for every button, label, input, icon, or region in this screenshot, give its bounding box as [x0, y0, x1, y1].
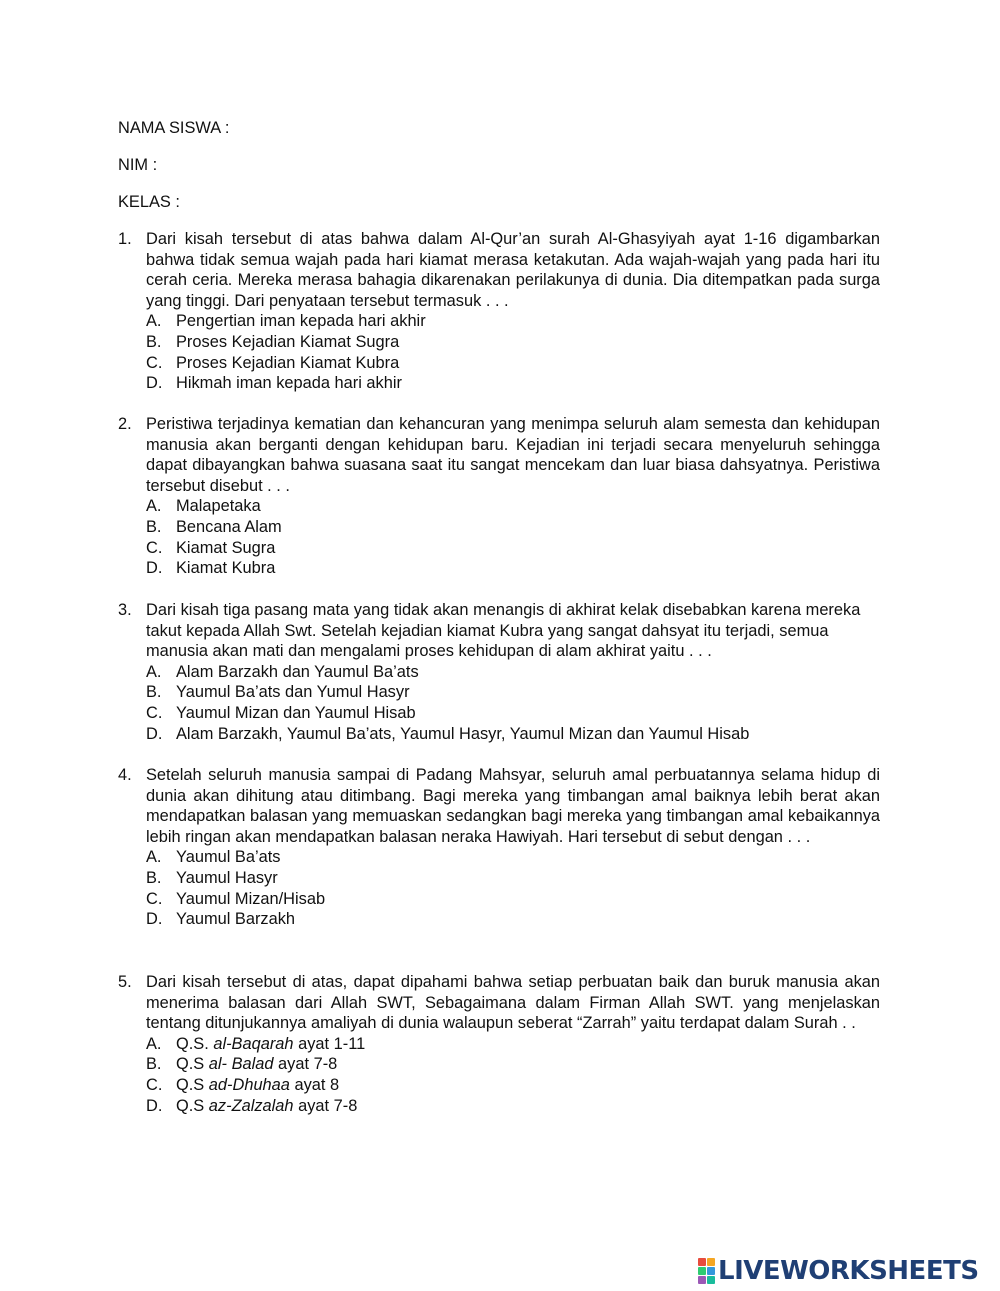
option-list — [146, 496, 880, 578]
option-d[interactable] — [146, 373, 880, 394]
option-text: Yaumul Mizan/Hisab — [176, 889, 326, 908]
option-c[interactable] — [146, 353, 880, 374]
option-prefix: Q.S — [176, 1096, 209, 1115]
option-letter: D. — [146, 724, 163, 743]
option-suffix: ayat 7-8 — [293, 1096, 358, 1115]
option-b[interactable] — [146, 517, 880, 538]
option-b[interactable] — [146, 868, 880, 889]
option-list — [146, 662, 880, 744]
question-text: Peristiwa terjadinya kematian dan kehancuran yang menimpa seluruh alam semesta dan kehidupan manusia akan berganti dengan kehidupan baru. Kejadian ini terjadi secara menyeluruh sehingga dapat dibayangkan bahwa suasana saat itu sangat mencekam dan luar biasa dahsyatnya. Peristiwa tersebut disebut . . . — [146, 415, 880, 495]
option-text: Alam Barzakh dan Yaumul Ba’ats — [176, 662, 419, 681]
option-letter: D. — [146, 374, 163, 393]
option-c[interactable] — [146, 1075, 880, 1096]
option-text: Kiamat Sugra — [176, 538, 276, 557]
logo-square — [698, 1267, 706, 1275]
option-letter: C. — [146, 889, 163, 908]
option-letter: B. — [146, 1055, 162, 1074]
kelas-label: KELAS : — [118, 193, 180, 211]
option-suffix: ayat 8 — [289, 1075, 340, 1094]
option-list — [146, 1034, 880, 1116]
option-c[interactable] — [146, 538, 880, 559]
option-prefix: Q.S — [176, 1055, 209, 1074]
option-text: Proses Kejadian Kiamat Sugra — [176, 332, 400, 351]
logo-square — [698, 1258, 706, 1266]
nim-label: NIM : — [118, 156, 158, 174]
option-text: Yaumul Barzakh — [176, 910, 296, 929]
liveworksheets-logo — [698, 1256, 979, 1286]
option-text: Yaumul Ba’ats dan Yumul Hasyr — [176, 683, 410, 702]
question-number: 2. — [118, 415, 132, 433]
option-text: Bencana Alam — [176, 517, 282, 536]
option-letter: C. — [146, 1075, 163, 1094]
option-b[interactable] — [146, 682, 880, 703]
question-number: 4. — [118, 766, 132, 784]
question-1 — [118, 229, 880, 394]
nama-siswa-label: NAMA SISWA : — [118, 119, 230, 137]
option-a[interactable] — [146, 662, 880, 683]
option-text: Alam Barzakh, Yaumul Ba’ats, Yaumul Hasyr, Yaumul Mizan dan Yaumul Hisab — [176, 724, 750, 743]
liveworksheets-logo-icon — [698, 1258, 715, 1284]
option-text: Kiamat Kubra — [176, 559, 276, 578]
question-text: Dari kisah tersebut di atas, dapat dipahami bahwa setiap perbuatan baik dan buruk manusia akan menerima balasan dari Allah SWT, Sebagaimana dalam Firman Allah SWT. yang menjelaskan tentang ditunjukannya amaliyah di dunia walaupun seberat “Zarrah” yaitu terdapat dalam Surah . . — [146, 973, 880, 1033]
option-letter: A. — [146, 662, 162, 681]
brand-name: LIVEWORKSHEETS — [718, 1255, 979, 1286]
option-suffix: ayat 1-11 — [293, 1034, 366, 1053]
option-letter: A. — [146, 312, 162, 331]
option-letter: B. — [146, 332, 162, 351]
option-text: Pengertian iman kepada hari akhir — [176, 312, 426, 331]
option-c[interactable] — [146, 703, 880, 724]
option-letter: B. — [146, 683, 162, 702]
question-number: 1. — [118, 230, 132, 248]
option-b[interactable] — [146, 1054, 880, 1075]
option-letter: D. — [146, 559, 163, 578]
option-letter: C. — [146, 538, 163, 557]
option-letter: C. — [146, 353, 163, 372]
option-prefix: Q.S. — [176, 1034, 214, 1053]
option-surah: az-Zalzalah — [208, 1096, 294, 1115]
option-letter: D. — [146, 1096, 163, 1115]
option-d[interactable] — [146, 909, 880, 930]
question-5 — [118, 972, 880, 1116]
option-surah: ad-Dhuhaa — [208, 1075, 290, 1094]
option-letter: C. — [146, 703, 163, 722]
option-prefix: Q.S — [176, 1075, 209, 1094]
option-text: Malapetaka — [176, 497, 261, 516]
question-text: Dari kisah tiga pasang mata yang tidak akan menangis di akhirat kelak disebabkan karena mereka takut kepada Allah Swt. Setelah kejadian kiamat Kubra yang sangat dahsyat itu terjadi, semua manusia akan mati dan mengalami proses kehidupan di alam akhirat yaitu . . . — [146, 601, 861, 661]
option-letter: B. — [146, 517, 162, 536]
logo-square — [707, 1258, 715, 1266]
question-4 — [118, 765, 880, 930]
question-3 — [118, 600, 880, 744]
option-text: Yaumul Hasyr — [176, 868, 278, 887]
option-a[interactable] — [146, 496, 880, 517]
option-letter: A. — [146, 497, 162, 516]
option-list — [146, 847, 880, 929]
option-suffix: ayat 7-8 — [273, 1055, 338, 1074]
option-surah: al- Balad — [208, 1055, 274, 1074]
option-text: Yaumul Mizan dan Yaumul Hisab — [176, 703, 416, 722]
question-text: Dari kisah tersebut di atas bahwa dalam Al-Qur’an surah Al-Ghasyiyah ayat 1-16 digambarkan bahwa tidak semua wajah pada hari kiamat merasa ketakutan. Ada wajah-wajah yang pada hari itu cerah ceria. Mereka merasa bahagia dikarenakan perilakunya di dunia. Dia ditempatkan pada surga yang tinggi. Dari penyataan tersebut termasuk . . . — [146, 230, 880, 310]
logo-square — [698, 1276, 706, 1284]
logo-square — [707, 1276, 715, 1284]
option-surah: al-Baqarah — [213, 1034, 294, 1053]
option-letter: B. — [146, 868, 162, 887]
option-letter: A. — [146, 1034, 162, 1053]
question-number: 5. — [118, 973, 132, 991]
logo-square — [707, 1267, 715, 1275]
option-text: Hikmah iman kepada hari akhir — [176, 374, 402, 393]
option-d[interactable] — [146, 558, 880, 579]
option-d[interactable] — [146, 724, 880, 745]
option-text: Yaumul Ba’ats — [176, 848, 281, 867]
question-number: 3. — [118, 601, 132, 619]
option-b[interactable] — [146, 332, 880, 353]
option-list — [146, 311, 880, 393]
option-c[interactable] — [146, 889, 880, 910]
question-2 — [118, 414, 880, 579]
option-letter: A. — [146, 848, 162, 867]
option-text: Proses Kejadian Kiamat Kubra — [176, 353, 400, 372]
option-letter: D. — [146, 910, 163, 929]
option-a[interactable] — [146, 1034, 880, 1055]
option-a[interactable] — [146, 311, 880, 332]
option-a[interactable] — [146, 847, 880, 868]
option-d[interactable] — [146, 1096, 880, 1117]
question-text: Setelah seluruh manusia sampai di Padang Mahsyar, seluruh amal perbuatannya selama hidup di dunia akan dihitung atau ditimbang. Bagi mereka yang timbangan amal baiknya lebih berat akan mendapatkan balasan yang memuaskan sedangkan bagi mereka yang timbangan amal kebaikannya lebih ringan akan mendapatkan balasan neraka Hawiyah. Hari tersebut di sebut dengan . . . — [146, 766, 880, 846]
